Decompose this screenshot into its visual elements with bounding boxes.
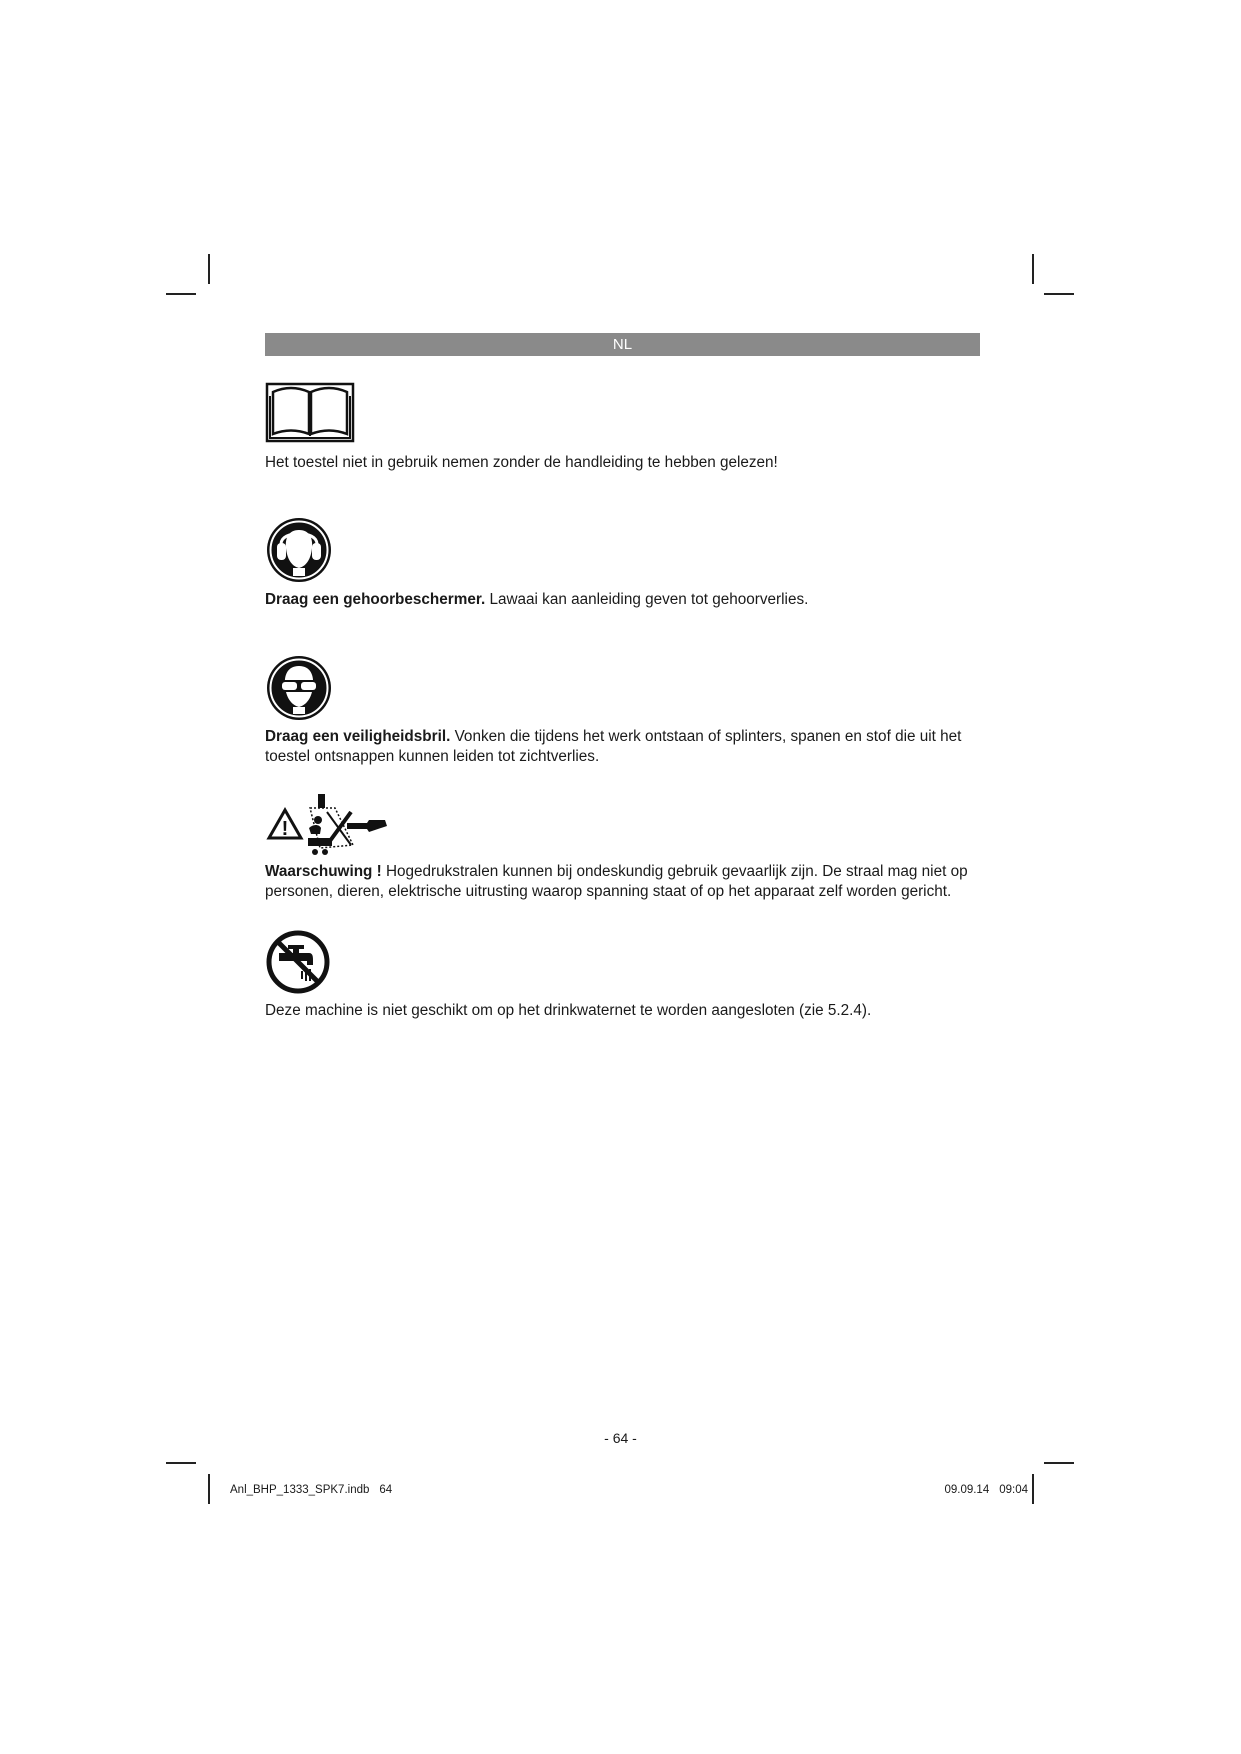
footer-time: 09:04	[999, 1484, 1028, 1496]
crop-mark	[208, 254, 210, 284]
crop-mark	[166, 293, 196, 295]
footer-date: 09.09.14	[944, 1484, 990, 1496]
read-manual-icon	[265, 382, 355, 449]
high-pressure-warning-icon	[265, 790, 390, 863]
crop-mark	[208, 1474, 210, 1504]
safety-text: Deze machine is niet geschikt om op het drinkwaternet te worden aangesloten (zie 5.2.4).	[265, 1002, 872, 1019]
safety-text: Hogedrukstralen kunnen bij ondeskundig gebruik gevaarlijk zijn. De straal mag niet op personen, dieren, elektrische uitrusting waarop spanning staat of op het apparaat zelf worden gericht.	[265, 863, 968, 900]
no-drinking-water-icon	[265, 929, 331, 1000]
crop-mark	[1032, 1474, 1034, 1504]
safety-title: Draag een gehoorbeschermer.	[265, 591, 486, 608]
safety-title: Draag een veiligheidsbril.	[265, 728, 451, 745]
safety-text: Vonken die tijdens het werk ontstaan of splinters, spanen en stof die uit het toestel ontsnappen kunnen leiden tot zichtverlies.	[265, 728, 962, 765]
svg-text:!: !	[281, 818, 289, 840]
page-number: - 64 -	[604, 1430, 637, 1446]
safety-text: Lawaai kan aanleiding geven tot gehoorverlies.	[485, 591, 809, 608]
footer-file-page: 64	[379, 1484, 393, 1496]
safety-title: Waarschuwing !	[265, 863, 382, 880]
footer-file-info	[230, 1484, 392, 1496]
language-header: NL	[265, 333, 980, 356]
footer-timestamp	[944, 1484, 1028, 1496]
footer-file-name: Anl_BHP_1333_SPK7.indb	[230, 1484, 370, 1496]
ear-protection-icon	[265, 516, 333, 589]
crop-mark	[1044, 293, 1074, 295]
crop-mark	[1044, 1462, 1074, 1464]
crop-mark	[166, 1462, 196, 1464]
crop-mark	[1032, 254, 1034, 284]
safety-goggles-icon	[265, 654, 333, 727]
safety-text: Het toestel niet in gebruik nemen zonder de handleiding te hebben gelezen!	[265, 454, 778, 471]
